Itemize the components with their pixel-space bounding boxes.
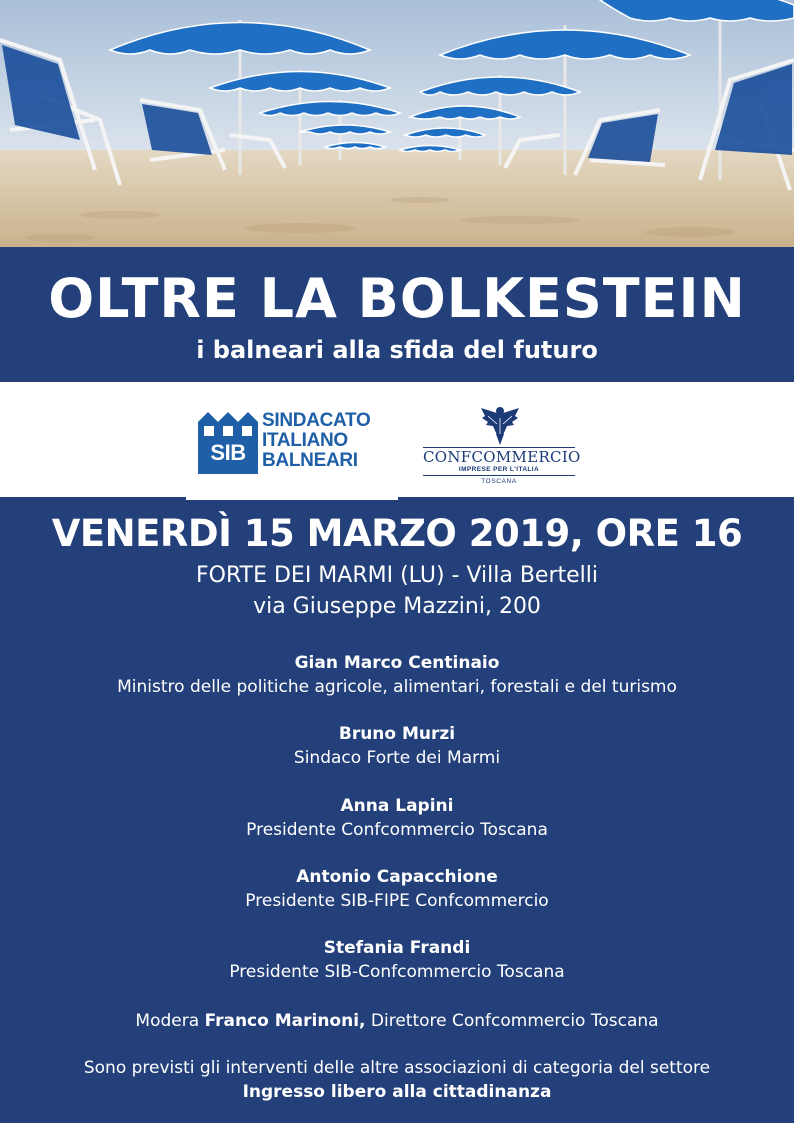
footer-note: Sono previsti gli interventi delle altre associazioni di categoria del settore — [83, 1058, 711, 1078]
speaker-item — [0, 794, 794, 842]
page-subtitle: i balneari alla sfida del futuro — [196, 336, 598, 364]
moderator-name: Franco Marinoni, — [204, 1011, 366, 1031]
speaker-role: Presidente Confcommercio Toscana — [246, 820, 548, 840]
title-band — [0, 247, 794, 382]
sib-wordmark — [262, 411, 371, 471]
speaker-item — [0, 865, 794, 913]
speaker-role: Sindaco Forte dei Marmi — [293, 748, 501, 768]
speaker-name: Gian Marco Centinaio — [294, 653, 500, 673]
event-date-time: VENERDÌ 15 MARZO 2019, ORE 16 — [51, 512, 743, 555]
page-title: OLTRE LA BOLKESTEIN — [48, 267, 746, 330]
speaker-role: Presidente SIB-Confcommercio Toscana — [229, 962, 565, 982]
speaker-item — [0, 651, 794, 699]
event-venue: FORTE DEI MARMI (LU) - Villa Bertelli — [196, 563, 598, 588]
speaker-role: Presidente SIB-FIPE Confcommercio — [245, 891, 549, 911]
speaker-role: Ministro delle politiche agricole, alimentari, forestali e del turismo — [117, 677, 677, 697]
speaker-name: Anna Lapini — [340, 796, 454, 816]
sib-line-2: ITALIANO — [262, 430, 348, 451]
confcommercio-rule-bottom — [423, 475, 575, 476]
moderator-role: Direttore Confcommercio Toscana — [370, 1011, 659, 1031]
speaker-item — [0, 722, 794, 770]
beach-umbrellas-illustration — [0, 0, 794, 247]
sib-line-1: SINDACATO — [262, 410, 371, 431]
header-beach-photo — [0, 0, 794, 247]
moderator-prefix: Modera — [135, 1011, 200, 1031]
moderator-line — [0, 1009, 794, 1033]
event-address: via Giuseppe Mazzini, 200 — [253, 594, 541, 619]
confcommercio-tagline: IMPRESE PER L'ITALIA — [458, 466, 540, 473]
confcommercio-name: CONFCOMMERCIO — [423, 448, 581, 466]
sib-logo — [198, 408, 371, 474]
sib-line-3: BALNEARI — [262, 450, 358, 471]
sib-mark: SIB — [210, 440, 246, 465]
footer-entry: Ingresso libero alla cittadinanza — [242, 1082, 552, 1102]
confcommercio-logo — [423, 404, 581, 486]
speaker-name: Antonio Capacchione — [296, 867, 498, 887]
confcommercio-region: TOSCANA — [481, 478, 517, 485]
speaker-name: Stefania Frandi — [323, 938, 471, 958]
logo-band — [0, 382, 794, 497]
speaker-item — [0, 936, 794, 984]
logo-band-tab — [186, 494, 398, 500]
eagle-icon — [479, 404, 521, 446]
speaker-name: Bruno Murzi — [338, 724, 456, 744]
